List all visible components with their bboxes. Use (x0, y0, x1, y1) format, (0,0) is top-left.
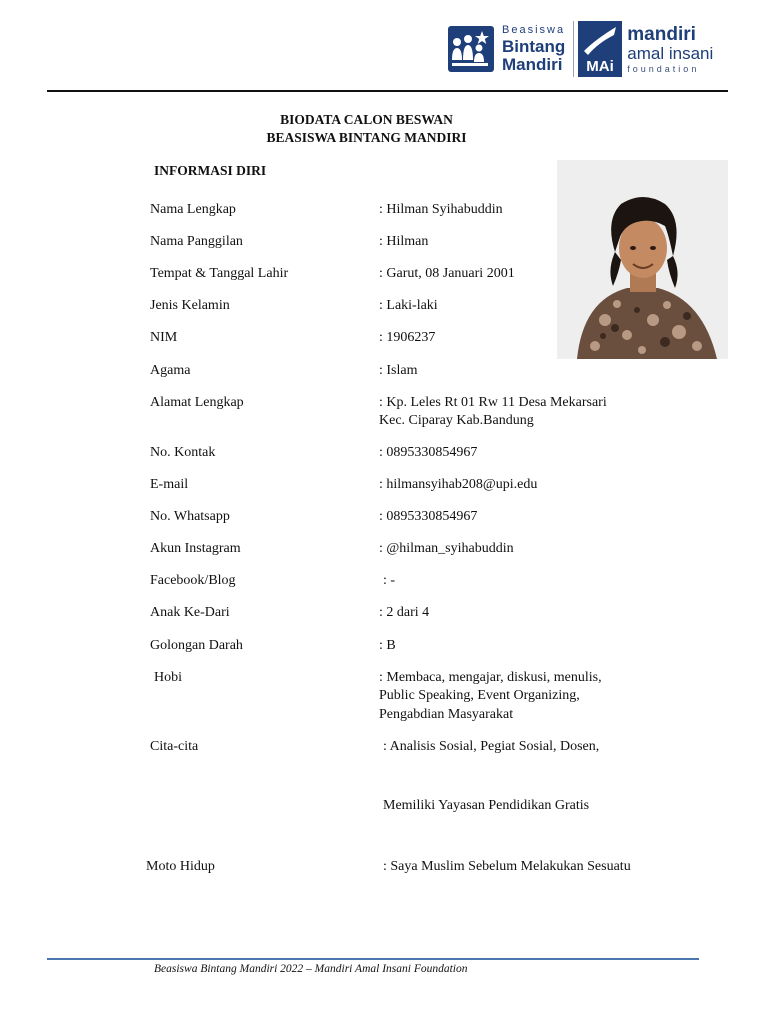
title-line-2: BEASISWA BINTANG MANDIRI (266, 130, 467, 145)
label-nama-panggilan: Nama Panggilan (150, 234, 243, 249)
value-agama: : Islam (379, 363, 418, 378)
label-email: E-mail (150, 477, 189, 492)
logo-bbm-line2: Bintang (502, 37, 566, 56)
value-email: : hilmansyihab208@upi.edu (379, 477, 538, 492)
value-no-kontak: : 0895330854967 (379, 445, 478, 460)
value-nama-lengkap: : Hilman Syihabuddin (379, 202, 503, 217)
value-no-whatsapp: : 0895330854967 (379, 509, 478, 524)
value-alamat-lengkap-line2: Kec. Ciparay Kab.Bandung (379, 413, 534, 428)
title-line-1: BIODATA CALON BESWAN (280, 112, 453, 127)
section-heading: INFORMASI DIRI (154, 163, 267, 178)
mandiri-amal-insani-emblem-icon (578, 21, 622, 77)
label-nim: NIM (150, 330, 178, 345)
value-golongan-darah: : B (379, 638, 396, 653)
label-golongan-darah: Golongan Darah (150, 638, 243, 653)
label-no-kontak: No. Kontak (150, 445, 216, 460)
label-hobi: Hobi (154, 670, 182, 685)
value-nim: : 1906237 (379, 330, 436, 345)
value-cita-cita: : Analisis Sosial, Pegiat Sosial, Dosen, (383, 739, 600, 754)
mai-mark: MAi (586, 58, 615, 75)
logo-mai-line2: amal insani (627, 43, 714, 63)
header-rule (47, 90, 728, 92)
logo-divider (573, 21, 574, 77)
label-moto-hidup: Moto Hidup (146, 859, 215, 874)
value-facebook-blog: : - (383, 573, 396, 588)
label-cita-cita: Cita-cita (150, 739, 199, 754)
value-jenis-kelamin: : Laki-laki (379, 298, 438, 313)
document-title (0, 111, 733, 147)
label-jenis-kelamin: Jenis Kelamin (150, 298, 230, 313)
label-tempat-tanggal-lahir: Tempat & Tanggal Lahir (150, 266, 289, 281)
footer-rule (47, 958, 699, 960)
footer-text: Beasiswa Bintang Mandiri 2022 – Mandiri Amal Insani Foundation (154, 963, 468, 975)
label-agama: Agama (150, 363, 191, 378)
value-anak-ke-dari: : 2 dari 4 (379, 605, 430, 620)
bintang-mandiri-emblem-icon (448, 26, 494, 72)
label-nama-lengkap: Nama Lengkap (150, 202, 236, 217)
header-logos (448, 18, 713, 80)
label-akun-instagram: Akun Instagram (150, 541, 241, 556)
value-cita-cita-line2: Memiliki Yayasan Pendidikan Gratis (383, 798, 590, 813)
logo-mai-line3: foundation (627, 63, 700, 74)
label-anak-ke-dari: Anak Ke-Dari (150, 605, 230, 620)
label-no-whatsapp: No. Whatsapp (150, 509, 230, 524)
value-moto-hidup: : Saya Muslim Sebelum Melakukan Sesuatu (383, 859, 631, 874)
logo-bbm-line1: Beasiswa (502, 24, 566, 36)
value-nama-panggilan: : Hilman (379, 234, 429, 249)
logo-mai-line1: mandiri (627, 23, 696, 45)
mandiri-amal-insani-logo (578, 21, 713, 77)
value-alamat-lengkap: : Kp. Leles Rt 01 Rw 11 Desa Mekarsari (379, 395, 607, 410)
logo-bbm-line3: Mandiri (502, 55, 563, 74)
value-hobi: : Membaca, mengajar, diskusi, menulis, (379, 670, 602, 685)
value-hobi-line3: Pengabdian Masyarakat (379, 707, 514, 722)
value-akun-instagram: : @hilman_syihabuddin (379, 541, 514, 556)
value-hobi-line2: Public Speaking, Event Organizing, (379, 688, 580, 703)
value-tempat-tanggal-lahir: : Garut, 08 Januari 2001 (379, 266, 515, 281)
beasiswa-bintang-mandiri-logo (448, 25, 565, 73)
label-facebook-blog: Facebook/Blog (150, 573, 236, 588)
label-alamat-lengkap: Alamat Lengkap (150, 395, 244, 410)
